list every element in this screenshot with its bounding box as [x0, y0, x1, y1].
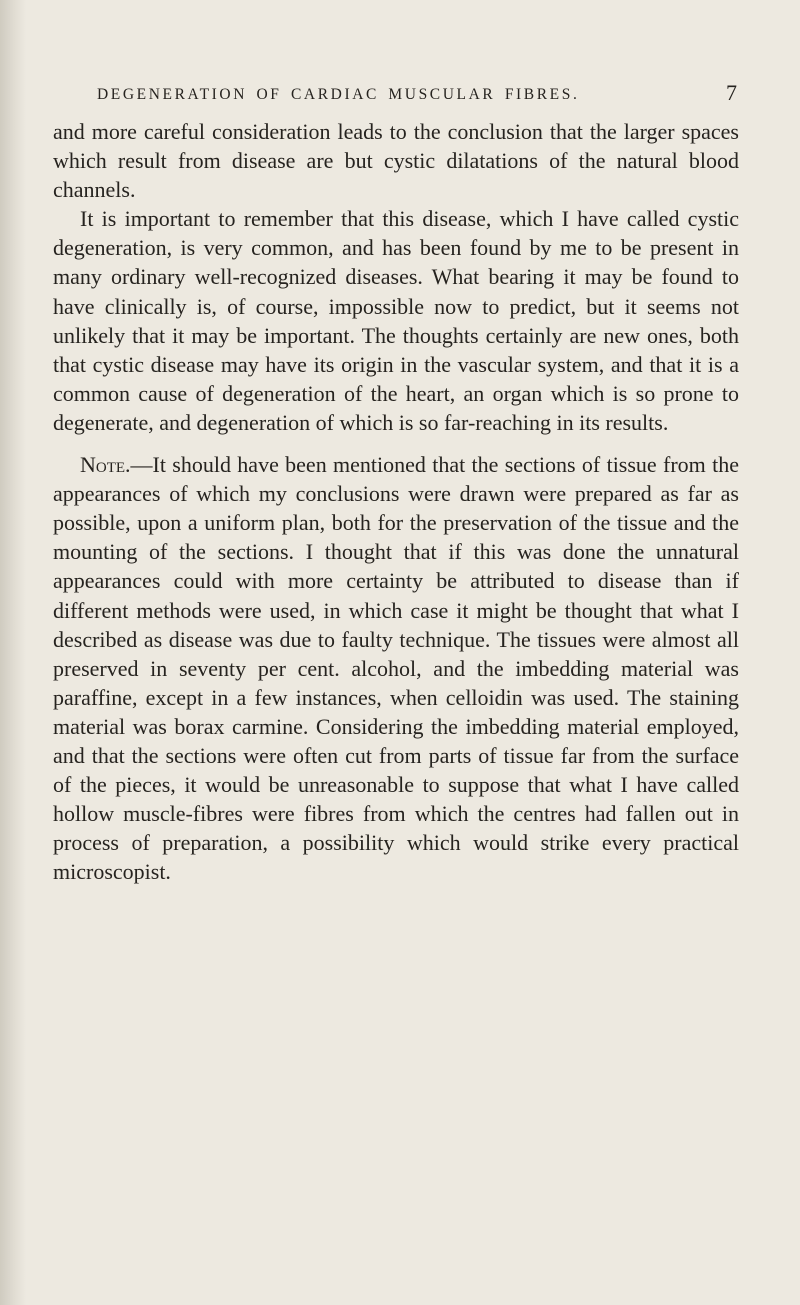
paragraph: It is important to remember that this disease, which I have called cystic degeneration, is very common, and has been found by me to be present in many ordinary well-recognized diseases. What bearing it may be found to have clinically is, of course, impossible now to predict, but it seems not unlikely that it may be important. The thoughts certainly are new ones, both that cystic disease may have its origin in the vascular system, and that it is a common cause of degeneration of the heart, an organ which is so prone to degenerate, and degeneration of which is so far-reaching in its results. — [53, 206, 739, 435]
body-text — [53, 117, 739, 886]
note-label: Note. — [80, 452, 131, 478]
note-paragraph — [53, 450, 739, 886]
page-number: 7 — [726, 80, 737, 105]
running-head — [97, 80, 737, 110]
note-text: —It should have been mentioned that the sections of tissue from the appearances of which my conclusions were drawn were prepared as far as possible, upon a uniform plan, both for the preservation of the tissue and the mounting of the sections. I thought that if this was done the unnatural appearances could with more certainty be attributed to disease than if different methods were used, in which case it might be thought that what I described as disease was due to faulty technique. The tissues were almost all preserved in seventy per cent. alcohol, and the imbedding material was paraffine, except in a few instances, when celloidin was used. The staining material was borax carmine. Considering the imbedding material employed, and that the sections were often cut from parts of tissue far from the surface of the pieces, it would be unreasonable to suppose that what I have called hollow muscle-fibres were fibres from which the centres had fallen out in process of preparation, a possibility which would strike every practical microscopist. — [53, 452, 739, 885]
running-title: DEGENERATION OF CARDIAC MUSCULAR FIBRES. — [97, 86, 580, 103]
paragraph-continued: and more careful consideration leads to the conclusion that the larger spaces which result from disease are but cystic dilatations of the natural blood channels. — [53, 119, 739, 203]
